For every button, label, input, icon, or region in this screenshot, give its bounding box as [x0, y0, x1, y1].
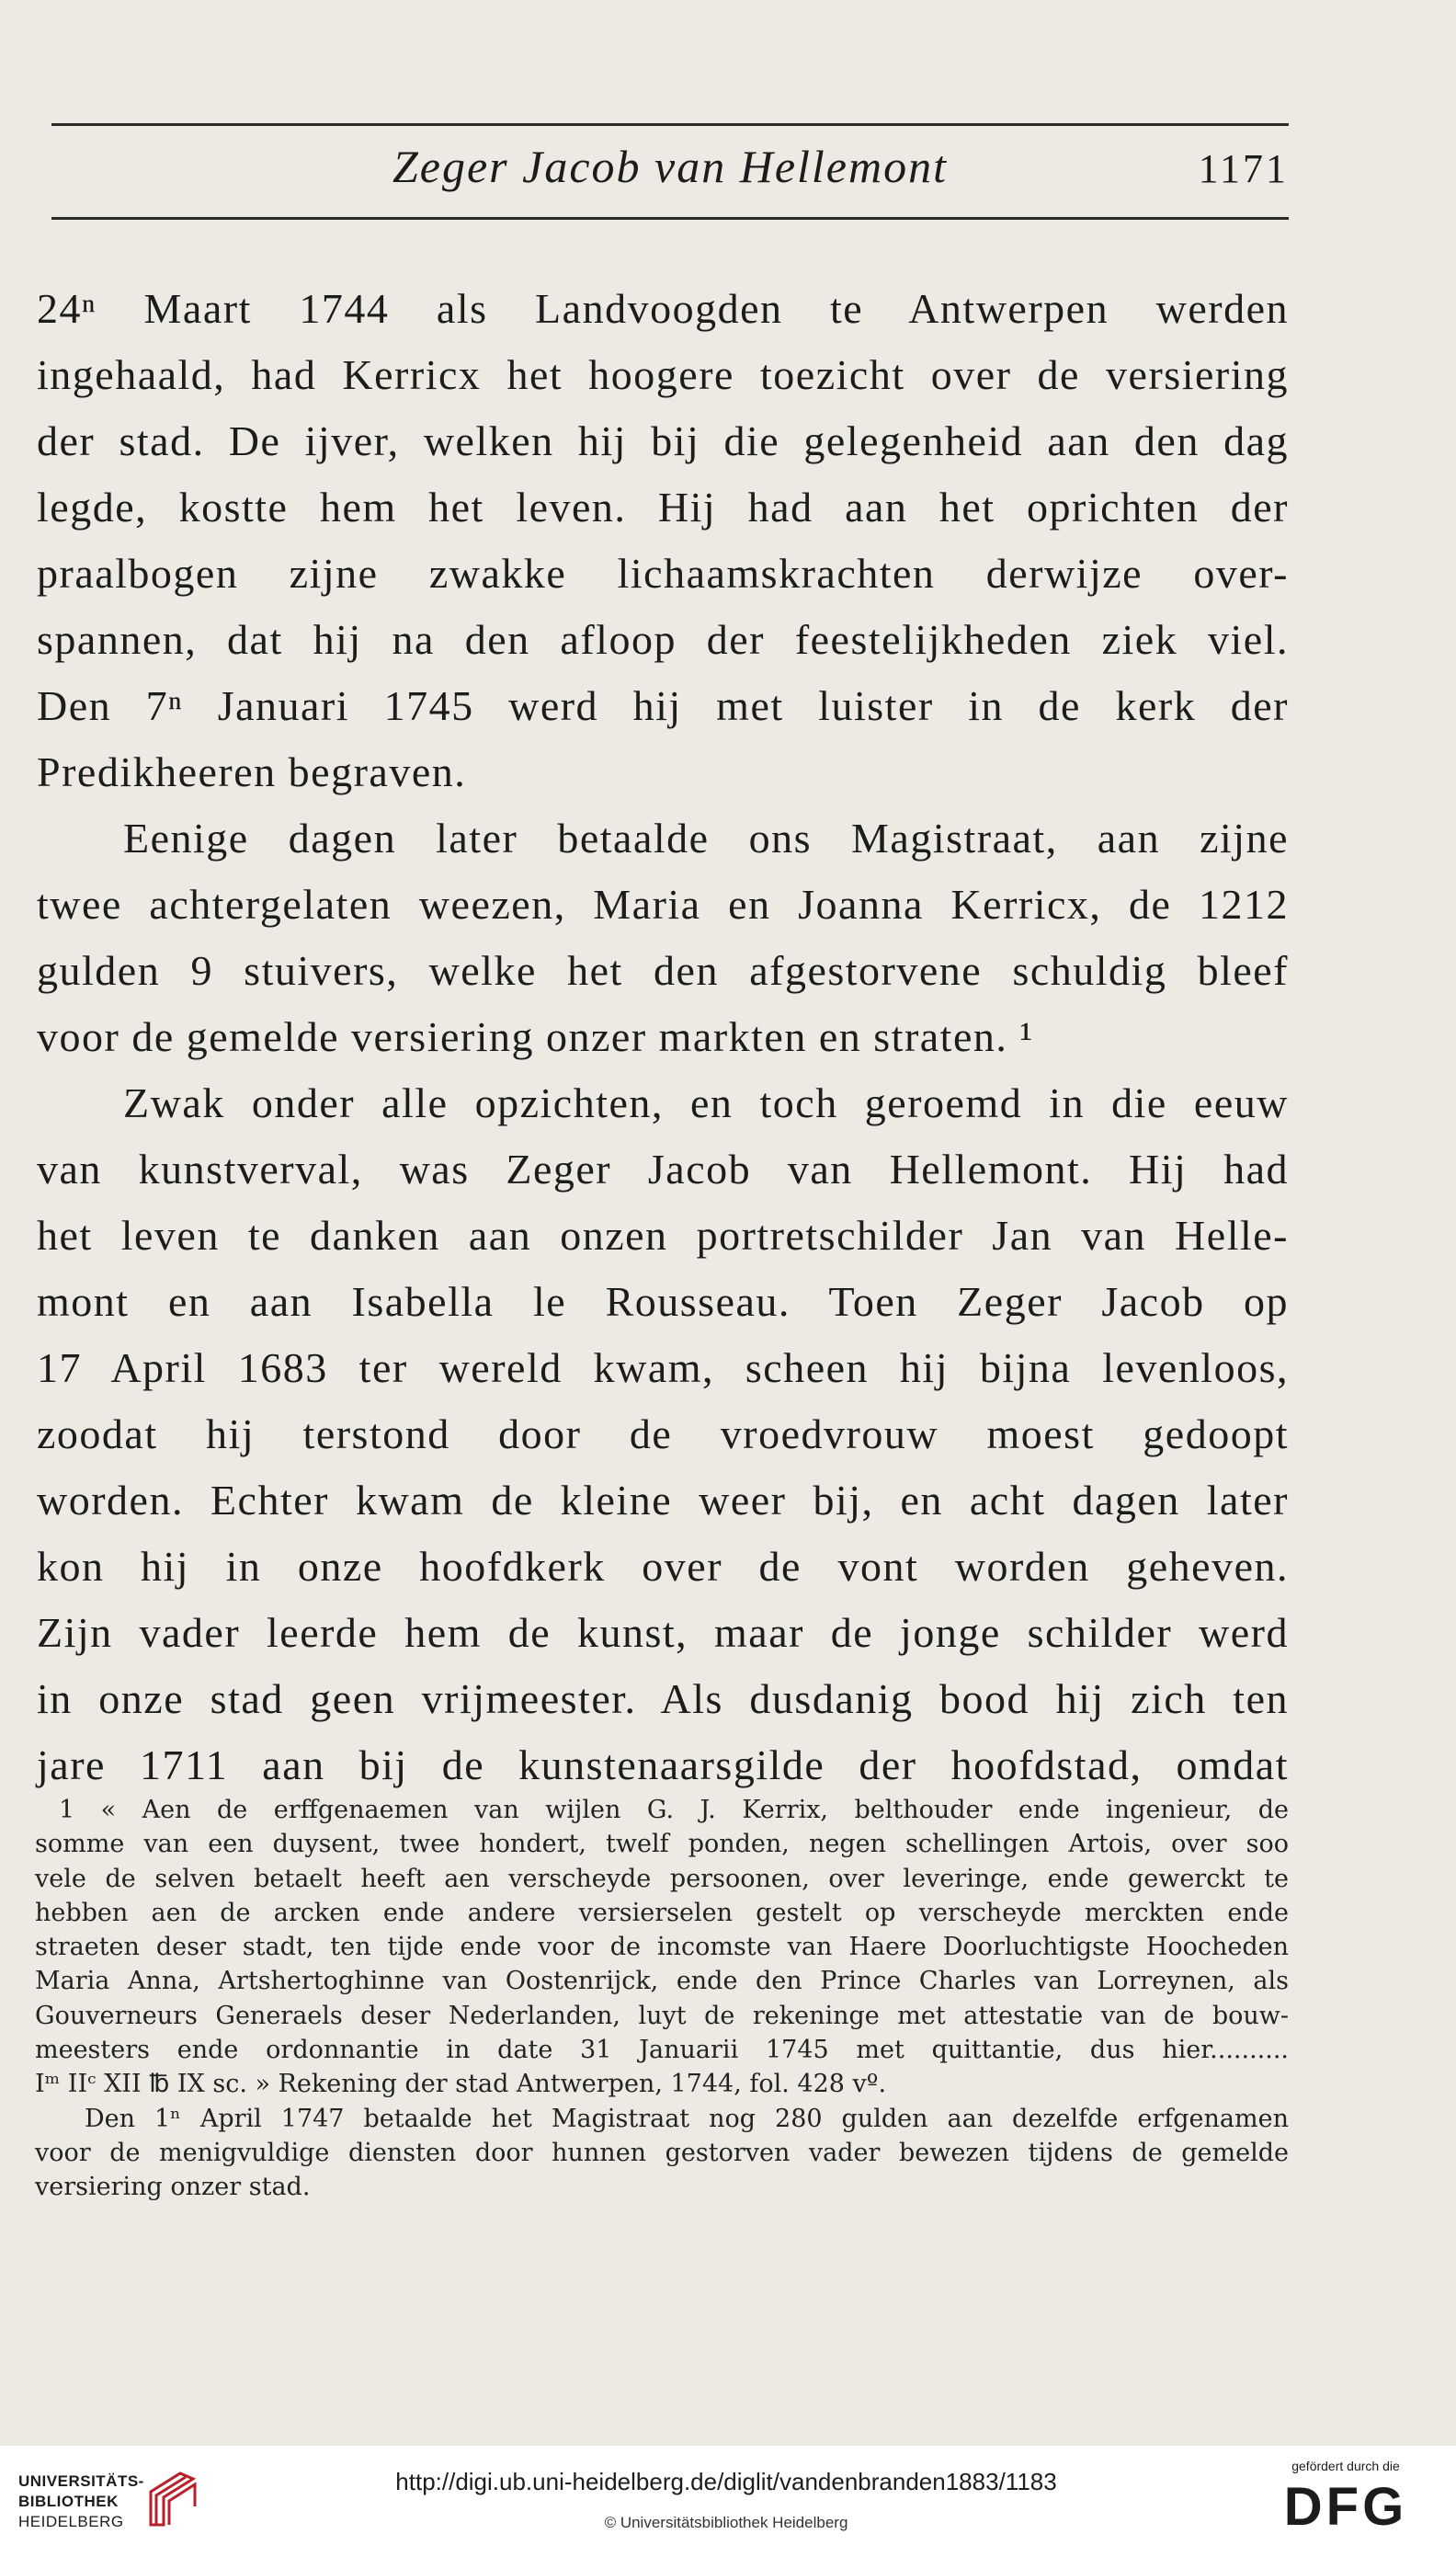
sponsor-caption: gefördert durch die	[1291, 2459, 1400, 2473]
footnote-line: Gouverneurs Generaels deser Nederlanden, luyt de rekeninge met attestatie van de bouw-	[35, 2001, 1289, 2030]
body-line: van kunstverval, was Zeger Jacob van Hellemont. Hij had	[37, 1146, 1289, 1193]
running-title: Zeger Jacob van Hellemont	[392, 141, 948, 192]
footnotes	[35, 1793, 1289, 2205]
dfg-sponsor-logo[interactable]	[1263, 2457, 1428, 2540]
footnote-line: Maria Anna, Artshertoghinne van Oostenrijck, ende den Prince Charles van Lorreynen, als	[35, 1967, 1289, 1996]
logo-text-line1: UNIVERSITÄTS-	[18, 2472, 144, 2490]
body-line: Zijn vader leerde hem de kunst, maar de jonge schilder werd	[37, 1609, 1289, 1656]
body-line: Den 7ⁿ Januari 1745 werd hij met luister in de kerk der	[37, 682, 1289, 729]
library-logo-icon	[143, 2470, 199, 2528]
body-line: Eenige dagen later betaalde ons Magistraat, aan zijne	[123, 815, 1289, 862]
body-line: gulden 9 stuivers, welke het den afgestorvene schuldig bleef	[37, 947, 1289, 994]
logo-text-line2: BIBLIOTHEK	[18, 2493, 119, 2510]
body-line: 17 April 1683 ter wereld kwam, scheen hij bijna levenloos,	[37, 1344, 1289, 1391]
page-number: 1171	[1198, 146, 1289, 191]
footnote-line: straeten deser stadt, ten tijde ende voor de incomste van Haere Doorluchtigste Hoocheden	[35, 1933, 1289, 1962]
body-line: 24ⁿ Maart 1744 als Landvoogden te Antwerpen werden	[37, 285, 1289, 332]
body-line: mont en aan Isabella le Rousseau. Toen Zeger Jacob op	[37, 1278, 1289, 1325]
footnote-line: Den 1ⁿ April 1747 betaalde het Magistraat nog 280 gulden aan dezelfde erfgenamen	[85, 2104, 1289, 2133]
body-line: het leven te danken aan onzen portretschilder Jan van Helle-	[37, 1212, 1289, 1259]
copyright-notice: © Universitätsbibliothek Heidelberg	[604, 2514, 848, 2531]
body-line: twee achtergelaten weezen, Maria en Joanna Kerricx, de 1212	[37, 881, 1289, 928]
header-top-rule	[51, 123, 1289, 126]
body-line: zoodat hij terstond door de vroedvrouw moest gedoopt	[37, 1410, 1289, 1457]
body-line: spannen, dat hij na den afloop der feestelijkheden ziek viel.	[37, 616, 1289, 663]
body-line: kon hij in onze hoofdkerk over de vont worden geheven.	[37, 1543, 1289, 1590]
body-line: der stad. De ijver, welken hij bij die gelegenheid aan den dag	[37, 417, 1289, 464]
body-line: worden. Echter kwam de kleine weer bij, en acht dagen later	[37, 1477, 1289, 1524]
footnote-line: meesters ende ordonnantie in date 31 Januarii 1745 met quittantie, dus hier..........	[35, 2036, 1289, 2065]
viewer-footer	[0, 2446, 1456, 2557]
logo-text-line3: HEIDELBERG	[18, 2513, 124, 2530]
footnote-line: versiering onzer stad.	[35, 2173, 311, 2202]
permalink-url[interactable]: http://digi.ub.uni-heidelberg.de/diglit/vandenbranden1883/1183	[395, 2468, 1057, 2495]
body-line: Predikheeren begraven.	[37, 748, 467, 795]
footnote-line: 1 « Aen de erffgenaemen van wijlen G. J. Kerrix, belthouder ende ingenieur, de	[59, 1796, 1289, 1824]
body-line: legde, kostte hem het leven. Hij had aan het oprichten der	[37, 484, 1289, 531]
body-text	[37, 276, 1289, 1798]
footnote-line: Iᵐ IIᶜ XII ℔ IX sc. » Rekening der stad Antwerpen, 1744, fol. 428 vº.	[35, 2070, 887, 2099]
footnote-line: somme van een duysent, twee hondert, twelf ponden, negen schellingen Artois, over soo	[35, 1830, 1289, 1859]
body-line: ingehaald, had Kerricx het hoogere toezicht over de versiering	[37, 351, 1289, 398]
body-line: jare 1711 aan bij de kunstenaarsgilde der hoofdstad, omdat	[37, 1741, 1289, 1788]
footnote-line: vele de selven betaelt heeft aen verscheyde persoonen, over leveringe, ende gewerckt te	[35, 1864, 1289, 1893]
footnote-line: voor de menigvuldige diensten door hunnen gestorven vader bewezen tijdens de gemelde	[35, 2138, 1289, 2167]
dfg-logo-text: DFG	[1283, 2477, 1408, 2537]
body-line: voor de gemelde versiering onzer markten en straten. ¹	[37, 1013, 1034, 1060]
header-bottom-rule	[51, 217, 1289, 220]
footnote-line: hebben aen de arcken ende andere versierselen gestelt op verscheyde merckten ende	[35, 1898, 1289, 1927]
body-line: in onze stad geen vrijmeester. Als dusdanig bood hij zich ten	[37, 1675, 1289, 1722]
body-line: Zwak onder alle opzichten, en toch geroemd in die eeuw	[123, 1079, 1289, 1126]
body-line: praalbogen zijne zwakke lichaamskrachten derwijze over-	[37, 550, 1289, 597]
